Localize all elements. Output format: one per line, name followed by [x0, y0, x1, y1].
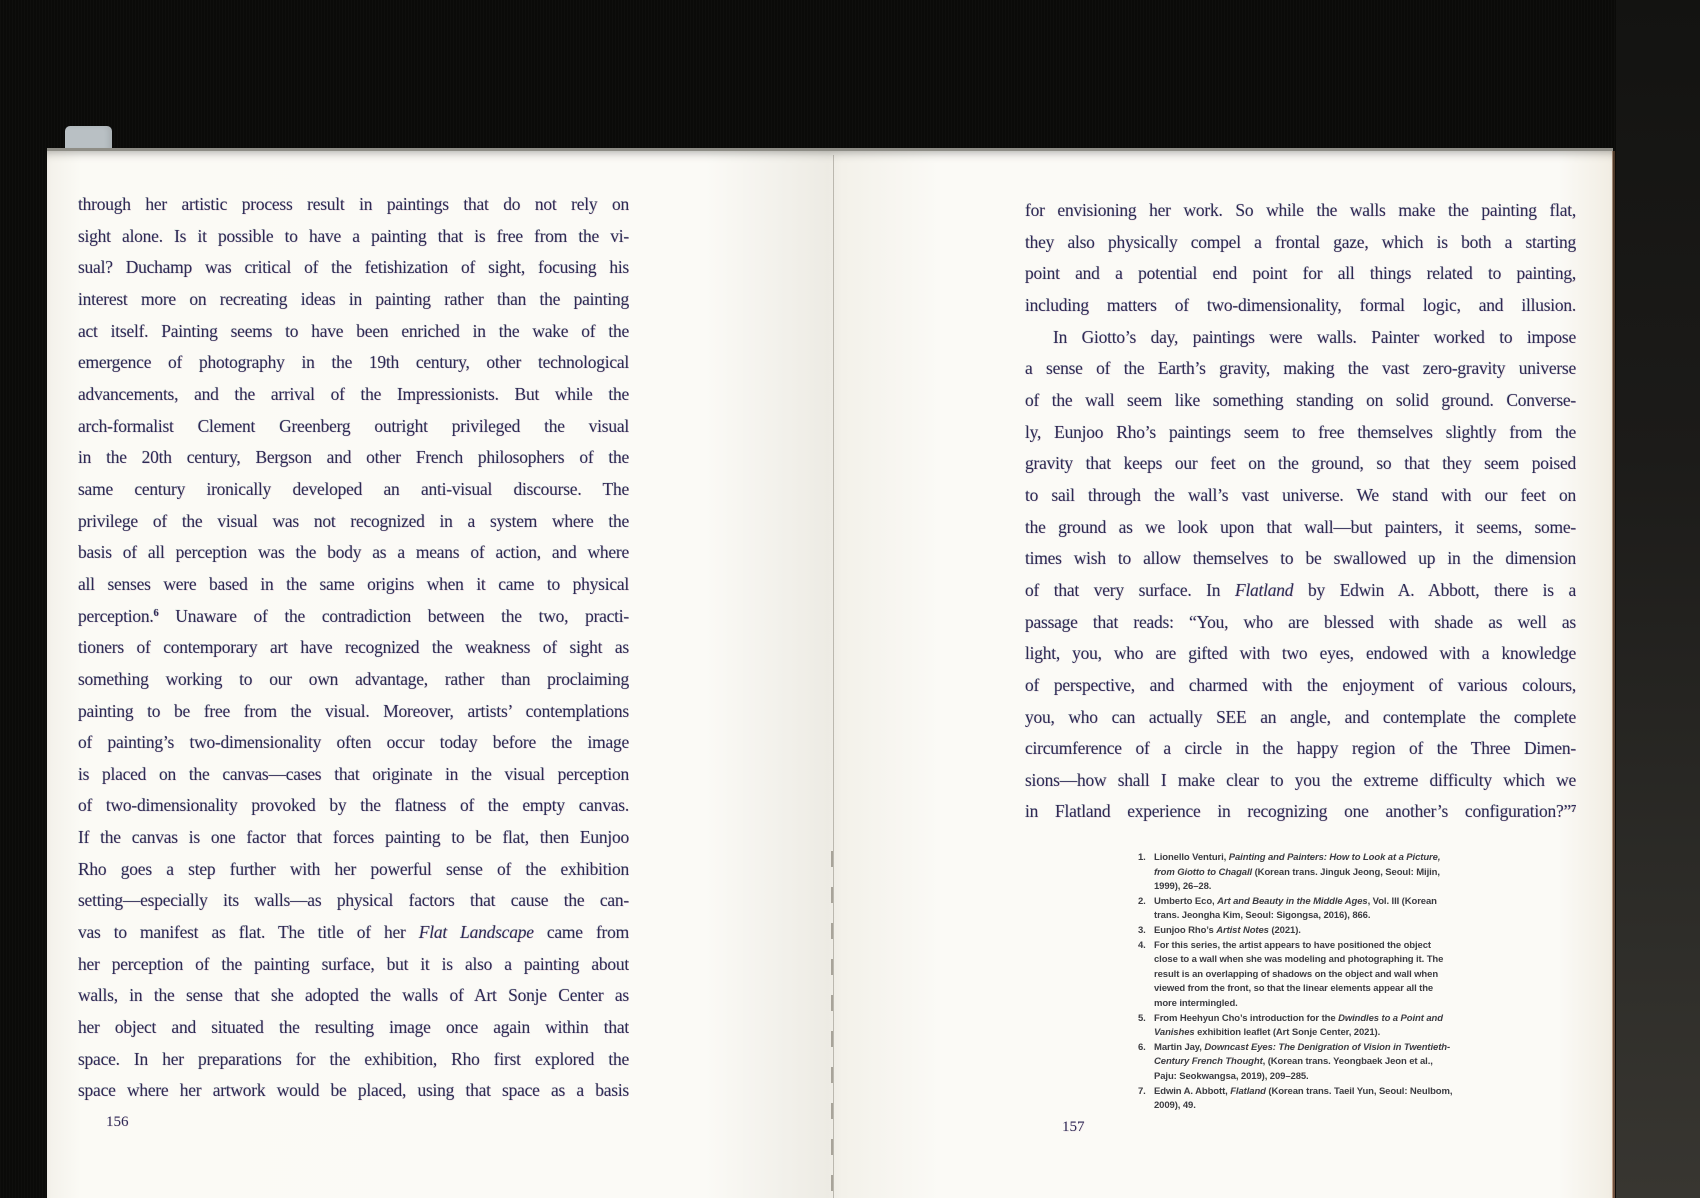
footnote-text: [1154, 895, 1486, 924]
book-gutter: [833, 155, 834, 1198]
text-line: interest more on recreating ideas in painting rather than the painting: [78, 288, 629, 309]
footnote-number: 1.: [1138, 852, 1146, 863]
text-line: In Giotto’s day, paintings were walls. Painter worked to impose: [1053, 326, 1576, 347]
footnote-item: [1138, 924, 1486, 939]
footnote-line: 2009), 49.: [1154, 1100, 1196, 1112]
footnote-line: result is an overlapping of shadows on the object and wall when: [1154, 968, 1439, 980]
text-line: emergence of photography in the 19th century, other technological: [78, 352, 629, 373]
footnote-line: more intermingled.: [1154, 997, 1238, 1009]
footnote-text: [1154, 1041, 1486, 1085]
text-line: Rho goes a step further with her powerful sense of the exhibition: [78, 858, 629, 879]
text-line: circumference of a circle in the happy region of the Three Dimen-: [1025, 738, 1576, 759]
footnote-item: [1138, 1041, 1486, 1085]
text-line: the ground as we look upon that wall—but painters, it seems, some-: [1025, 516, 1576, 537]
footnote-text: [1154, 1012, 1486, 1041]
text-line: you, who can actually SEE an angle, and contemplate the complete: [1025, 706, 1576, 727]
footnote-text: [1154, 1085, 1486, 1114]
text-line: for envisioning her work. So while the walls make the painting flat,: [1025, 200, 1576, 220]
footnote-text: [1154, 851, 1486, 895]
page-number-right: 157: [1062, 1119, 1085, 1135]
footnote-line: viewed from the front, so that the linear elements appear all the: [1154, 983, 1434, 995]
text-line: advancements, and the arrival of the Impressionists. But while the: [78, 383, 629, 404]
text-line: act itself. Painting seems to have been enriched in the wake of the: [78, 320, 629, 341]
footnote-item: [1138, 1085, 1486, 1114]
text-line: times wish to allow themselves to be swallowed up in the dimension: [1025, 548, 1576, 569]
footnote-line: Vanishes exhibition leaflet (Art Sonje Center, 2021).: [1154, 1027, 1381, 1039]
footnote-item: [1138, 939, 1486, 1012]
right-page-text: [1025, 195, 1576, 828]
text-line: space. In her preparations for the exhibition, Rho first explored the: [78, 1048, 629, 1069]
footnote-line: Martin Jay, Downcast Eyes: The Denigration of Vision in Twentieth-: [1154, 1041, 1451, 1053]
footnote-line: Eunjoo Rho’s Artist Notes (2021).: [1154, 924, 1301, 936]
text-line: a sense of the Earth’s gravity, making the vast zero-gravity universe: [1025, 358, 1576, 379]
text-line: in Flatland experience in recognizing one another’s configuration?”$^7$: [1025, 801, 1576, 822]
footnote-item: [1138, 1012, 1486, 1041]
text-line: of perspective, and charmed with the enjoyment of various colours,: [1025, 674, 1576, 695]
text-line: ly, Eunjoo Rho’s paintings seem to free themselves slightly from the: [1025, 421, 1576, 442]
text-line: something working to our own advantage, rather than proclaiming: [78, 668, 629, 689]
text-line: point and a potential end point for all things related to painting,: [1025, 263, 1576, 284]
footnote-number: 6.: [1138, 1041, 1146, 1053]
text-line: vas to manifest as flat. The title of her Flat Landscape came from: [78, 922, 629, 943]
text-line: perception.$^6$ Unaware of the contradiction between the two, practi-: [78, 605, 629, 626]
text-line: setting—especially its walls—as physical factors that cause the can-: [78, 890, 629, 911]
binding-stitches: [831, 851, 833, 1198]
text-line: of the wall seem like something standing on solid ground. Converse-: [1025, 389, 1576, 410]
text-line: to sail through the wall’s vast universe. We stand with our feet on: [1025, 484, 1576, 505]
text-line: gravity that keeps our feet on the ground, so that they seem poised: [1025, 453, 1576, 474]
footnote-text: [1154, 924, 1486, 939]
left-page-text: [78, 189, 629, 1107]
text-line: her perception of the painting surface, but it is also a painting about: [78, 953, 629, 974]
text-line: If the canvas is one factor that forces painting to be flat, then Eunjoo: [78, 827, 629, 848]
text-line: sight alone. Is it possible to have a painting that is free from the vi-: [78, 225, 629, 246]
footnote-line: For this series, the artist appears to have positioned the object: [1154, 939, 1431, 951]
footnote-line: from Giotto to Chagall (Korean trans. Jinguk Jeong, Seoul: Mijin,: [1154, 866, 1440, 878]
text-line: her object and situated the resulting image once again within that: [78, 1017, 629, 1038]
text-line: including matters of two-dimensionality, formal logic, and illusion.: [1025, 294, 1576, 315]
footnote-number: 7.: [1138, 1085, 1146, 1097]
footnote-line: close to a wall when she was modeling and photographing it. The: [1154, 954, 1444, 966]
text-line: painting to be free from the visual. Moreover, artists’ contemplations: [78, 700, 629, 721]
photo-background-right: [1616, 0, 1700, 1198]
footnote-number: 2.: [1138, 895, 1146, 907]
text-line: light, you, who are gifted with two eyes, endowed with a knowledge: [1025, 643, 1576, 664]
footnote-number: 4.: [1138, 939, 1146, 951]
text-line: of that very surface. In Flatland by Edwin A. Abbott, there is a: [1025, 579, 1576, 600]
text-line: sual? Duchamp was critical of the fetishization of sight, focusing his: [78, 257, 629, 278]
text-line: space where her artwork would be placed, using that space as a basis: [78, 1080, 629, 1101]
footnote-line: Edwin A. Abbott, Flatland (Korean trans. Taeil Yun, Seoul: Neulbom,: [1154, 1085, 1453, 1097]
footnote-line: 1999), 26–28.: [1154, 881, 1212, 893]
footnote-line: Umberto Eco, Art and Beauty in the Middle Ages, Vol. III (Korean: [1154, 895, 1437, 907]
footnote-line: Paju: Seokwangsa, 2019), 209–285.: [1154, 1070, 1309, 1082]
text-line: of painting’s two-dimensionality often occur today before the image: [78, 732, 629, 753]
text-line: same century ironically developed an anti-visual discourse. The: [78, 478, 629, 499]
footnote-item: [1138, 851, 1486, 895]
footnote-line: From Heehyun Cho’s introduction for the Dwindles to a Point and: [1154, 1012, 1443, 1024]
text-line: is placed on the canvas—cases that originate in the visual perception: [78, 763, 629, 784]
text-line: sions—how shall I make clear to you the extreme difficulty which we: [1025, 769, 1576, 790]
text-line: tioners of contemporary art have recognized the weakness of sight as: [78, 637, 629, 658]
text-line: all senses were based in the same origins when it came to physical: [78, 573, 629, 594]
footnote-number: 3.: [1138, 924, 1146, 936]
footnote-item: [1138, 895, 1486, 924]
text-line: in the 20th century, Bergson and other French philosophers of the: [78, 447, 629, 468]
text-line: walls, in the sense that she adopted the walls of Art Sonje Center as: [78, 985, 629, 1006]
footnote-number: 5.: [1138, 1012, 1146, 1024]
text-line: arch-formalist Clement Greenberg outright privileged the visual: [78, 415, 629, 436]
text-line: they also physically compel a frontal gaze, which is both a starting: [1025, 231, 1576, 252]
text-line: basis of all perception was the body as a means of action, and where: [78, 542, 629, 563]
text-line: passage that reads: “You, who are blessed with shade as well as: [1025, 611, 1576, 632]
footnote-line: trans. Jeongha Kim, Seoul: Sigongsa, 2016), 866.: [1154, 910, 1371, 922]
text-line: through her artistic process result in paintings that do not rely on: [78, 194, 629, 214]
text-line: privilege of the visual was not recognized in a system where the: [78, 510, 629, 531]
footnote-line: Century French Thought, (Korean trans. Yeongbaek Jeon et al.,: [1154, 1056, 1433, 1068]
footnotes: [1138, 851, 1486, 1114]
page-number-left: 156: [106, 1114, 129, 1130]
text-line: of two-dimensionality provoked by the flatness of the empty canvas.: [78, 795, 629, 816]
page-edge-right: [1612, 151, 1615, 1198]
footnote-line: Lionello Venturi, Painting and Painters: How to Look at a Picture,: [1154, 852, 1441, 863]
footnote-text: [1154, 939, 1486, 1012]
